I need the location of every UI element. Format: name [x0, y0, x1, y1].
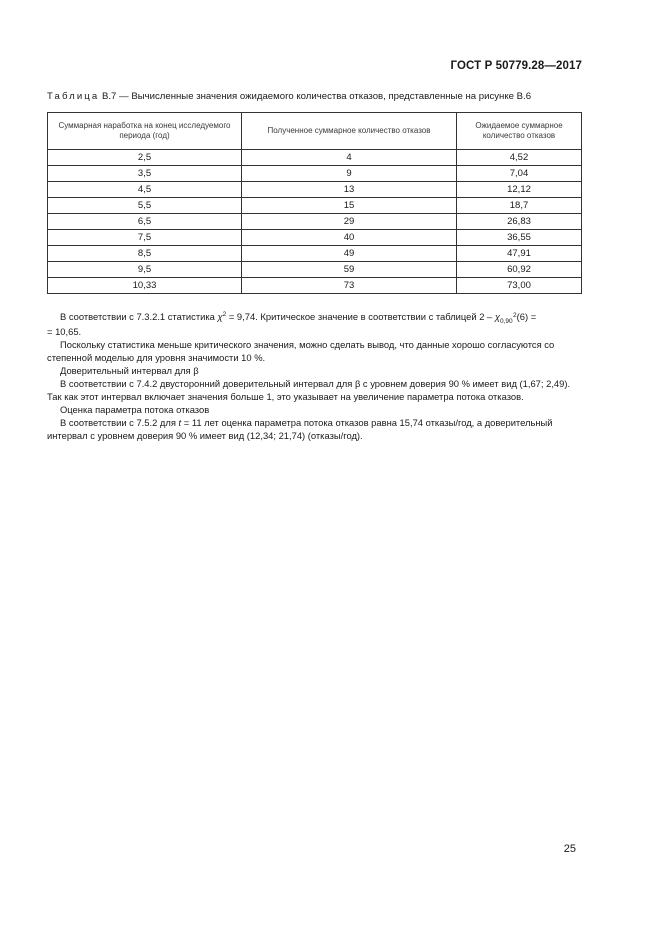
cell-expected: 26,83 — [457, 214, 582, 230]
cell-observed: 9 — [242, 166, 457, 182]
table-row — [48, 230, 582, 246]
chi-symbol: χ — [217, 311, 223, 322]
expected-failures-table — [47, 112, 582, 294]
cell-expected: 36,55 — [457, 230, 582, 246]
cell-observed: 40 — [242, 230, 457, 246]
paragraph-failure-rate — [47, 416, 583, 442]
paragraph-chi-square — [47, 310, 583, 325]
table-row — [48, 182, 582, 198]
cell-time: 9,5 — [48, 262, 242, 278]
body-text — [47, 310, 583, 442]
table-caption — [47, 91, 531, 102]
header-cumulative-time: Суммарная наработка на конец исследуемого периода (год) — [48, 113, 242, 150]
superscript: 2 — [222, 310, 227, 318]
header-observed-failures: Полученное суммарное количество отказов — [242, 113, 457, 150]
standard-designation: ГОСТ Р 50779.28—2017 — [450, 60, 582, 72]
cell-time: 7,5 — [48, 230, 242, 246]
cell-expected: 7,04 — [457, 166, 582, 182]
cell-observed: 4 — [242, 150, 457, 166]
text-run: В соответствии с 7.3.2.1 статистика — [60, 311, 218, 322]
table-row — [48, 262, 582, 278]
cell-time: 10,33 — [48, 278, 242, 294]
table-row — [48, 150, 582, 166]
paragraph-conclusion: Поскольку статистика меньше критического значения, можно сделать вывод, что данные хорошо согласуются со степенной моделью для уровня значимости 10 %. — [47, 339, 555, 363]
table-caption-label: Таблица — [47, 91, 100, 102]
cell-observed: 49 — [242, 246, 457, 262]
table-row — [48, 246, 582, 262]
cell-expected: 4,52 — [457, 150, 582, 166]
cell-time: 4,5 — [48, 182, 242, 198]
cell-expected: 18,7 — [457, 198, 582, 214]
table-caption-text: B.7 — Вычисленные значения ожидаемого количества отказов, представленные на рисунке B.6 — [99, 91, 532, 102]
cell-expected: 60,92 — [457, 262, 582, 278]
cell-time: 2,5 — [48, 150, 242, 166]
cell-expected: 12,12 — [457, 182, 582, 198]
cell-time: 3,5 — [48, 166, 242, 182]
cell-observed: 73 — [242, 278, 457, 294]
paragraph-chi-square-cont: = 10,65. — [47, 326, 82, 337]
table-header-row — [48, 113, 582, 150]
text-run: (6) = — [516, 311, 537, 322]
subheading-failure-rate: Оценка параметра потока отказов — [60, 404, 210, 415]
superscript: 2 — [513, 312, 517, 319]
cell-observed: 29 — [242, 214, 457, 230]
table-row — [48, 214, 582, 230]
cell-time: 8,5 — [48, 246, 242, 262]
chi-symbol: χ — [494, 311, 501, 322]
table-row — [48, 198, 582, 214]
t-symbol: t — [178, 417, 182, 428]
chi-indices — [500, 313, 517, 325]
cell-observed: 13 — [242, 182, 457, 198]
header-expected-failures: Ожидаемое суммарное количество отказов — [457, 113, 582, 150]
text-run: = 11 лет оценка параметра потока отказов равна 15,74 отказы/год, а доверительный интервал с уровнем доверия 90 % имеет вид (12,34; 21,74) (отказы/год). — [47, 417, 553, 441]
cell-observed: 15 — [242, 198, 457, 214]
paragraph-beta-interval: В соответствии с 7.4.2 двусторонний доверительный интервал для β с уровнем доверия 90 % имеет вид (1,67; 2,49). Так как этот интервал включает значения больше 1, это указывает на увеличение параметра потока отказов. — [47, 378, 571, 402]
text-run: В соответствии с 7.5.2 для — [60, 417, 179, 428]
cell-time: 6,5 — [48, 214, 242, 230]
cell-expected: 73,00 — [457, 278, 582, 294]
page-number: 25 — [563, 843, 576, 855]
cell-expected: 47,91 — [457, 246, 582, 262]
table-row — [48, 278, 582, 294]
text-run: = 9,74. Критическое значение в соответствии с таблицей 2 – — [226, 311, 495, 322]
subscript: 0,90 — [500, 318, 513, 325]
cell-observed: 59 — [242, 262, 457, 278]
cell-time: 5,5 — [48, 198, 242, 214]
table-row — [48, 166, 582, 182]
subheading-beta-interval: Доверительный интервал для β — [60, 365, 199, 376]
